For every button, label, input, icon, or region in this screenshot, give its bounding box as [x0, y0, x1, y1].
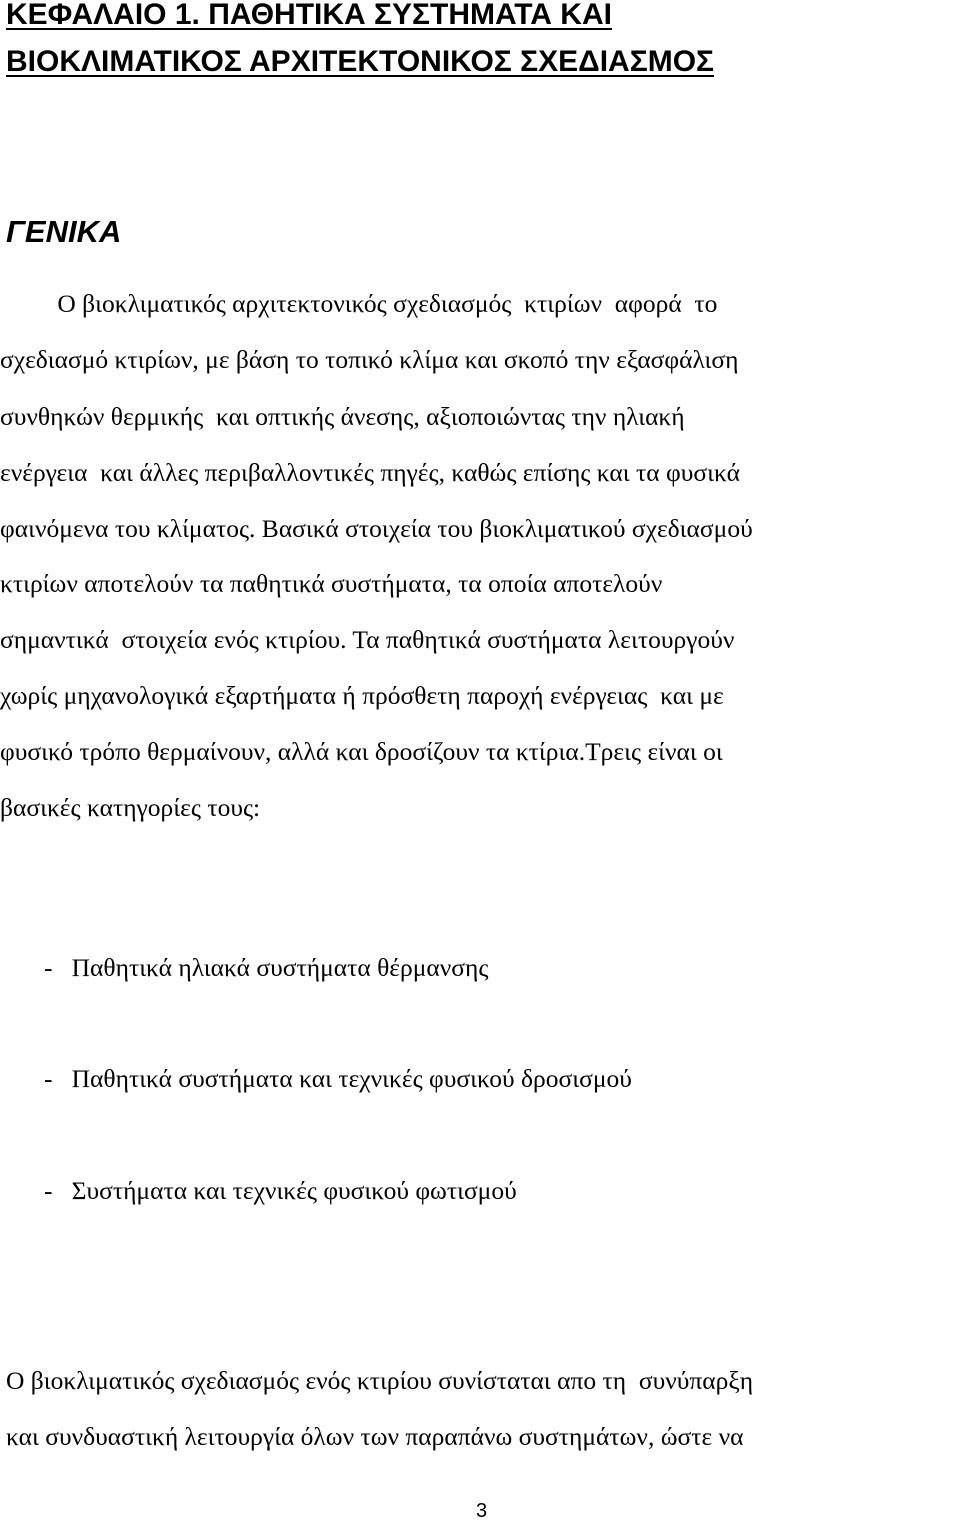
paragraph-line: ενέργεια και άλλες περιβαλλοντικές πηγές, καθώς επίσης και τα φυσικά: [0, 458, 740, 487]
paragraph-line: φυσικό τρόπο θερμαίνουν, αλλά και δροσίζουν τα κτίρια.Τρεις είναι οι: [0, 737, 723, 766]
list-item: - Παθητικά ηλιακά συστήματα θέρμανσης: [44, 953, 489, 982]
paragraph-line: φαινόμενα του κλίματος. Βασικά στοιχεία του βιοκλιματικού σχεδιασμού: [0, 514, 753, 543]
paragraph-line: συνθηκών θερμικής και οπτικής άνεσης, αξιοποιώντας την ηλιακή: [0, 402, 685, 431]
chapter-title-line-1: ΚΕΦΑΛΑΙΟ 1. ΠΑΘΗΤΙΚΑ ΣΥΣΤΗΜΑΤΑ ΚΑΙ: [6, 0, 612, 31]
paragraph-line: και συνδυαστική λειτουργία όλων των παραπάνω συστημάτων, ώστε να: [6, 1422, 744, 1451]
paragraph-line: σχεδιασμό κτιρίων, με βάση το τοπικό κλίμα και σκοπό την εξασφάλιση: [0, 345, 739, 374]
paragraph-line: κτιρίων αποτελούν τα παθητικά συστήματα, τα οποία αποτελούν: [0, 569, 663, 598]
list-item: - Συστήματα και τεχνικές φυσικού φωτισμού: [44, 1176, 517, 1205]
chapter-title-line-2: ΒΙΟΚΛΙΜΑΤΙΚΟΣ ΑΡΧΙΤΕΚΤΟΝΙΚΟΣ ΣΧΕΔΙΑΣΜΟΣ: [6, 45, 715, 78]
paragraph-line: σημαντικά στοιχεία ενός κτιρίου. Τα παθητικά συστήματα λειτουργούν: [0, 625, 735, 654]
list-item: - Παθητικά συστήματα και τεχνικές φυσικού δροσισμού: [44, 1064, 632, 1093]
paragraph-line: χωρίς μηχανολογικά εξαρτήματα ή πρόσθετη παροχή ενέργειας και με: [0, 681, 724, 710]
paragraph-line: βασικές κατηγορίες τους:: [0, 793, 261, 822]
paragraph-line: Ο βιοκλιματικός αρχιτεκτονικός σχεδιασμός κτιρίων αφορά το: [0, 289, 718, 318]
page-number: 3: [476, 1500, 488, 1522]
paragraph-line: Ο βιοκλιματικός σχεδιασμός ενός κτιρίου συνίσταται απο τη συνύπαρξη: [6, 1366, 754, 1395]
section-heading: ΓΕΝΙΚΑ: [6, 214, 122, 249]
